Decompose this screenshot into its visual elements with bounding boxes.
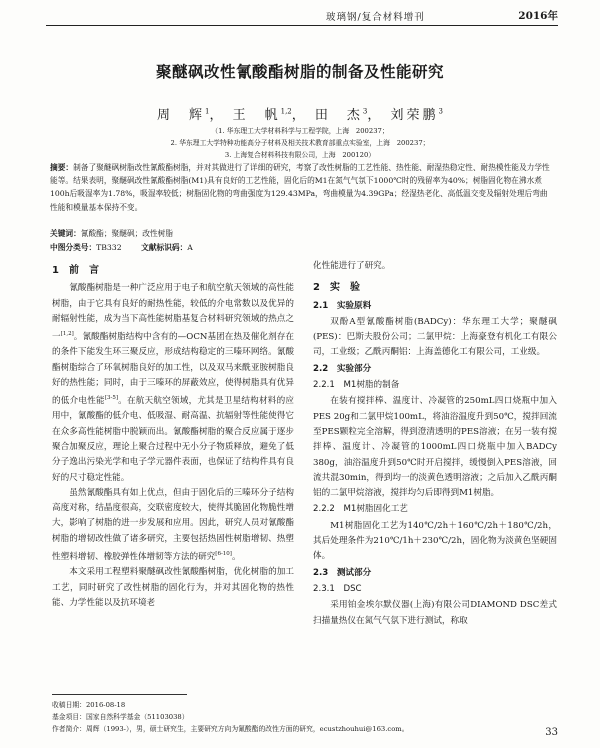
subsubsection-heading: 2.2.1 M1树脂的制备 bbox=[313, 380, 400, 391]
doc-code: A bbox=[187, 243, 193, 252]
body-paragraph: 双酚A型氰酸酯树脂(BADCy)：华东理工大学；聚醚砜(PES)：巴斯夫股份公司；二氯甲烷：上海豪登有机化工有限公司，工业级；乙酰丙酮铝：上海盖德化工有限公司，工业级。 bbox=[313, 316, 557, 358]
clc-code: TB332 bbox=[96, 243, 122, 252]
section-heading: 1 前 言 bbox=[52, 265, 99, 276]
paper-title: 聚醚砜改性氰酸酯树脂的制备及性能研究 bbox=[155, 63, 444, 81]
author-name: 周 辉 bbox=[156, 108, 205, 123]
subsection-heading: 2.1 实验原料 bbox=[313, 300, 372, 311]
page-number: 33 bbox=[545, 727, 558, 738]
body-paragraph: 氰酸酯树脂是一种广泛应用于电子和航空航天领域的高性能树脂，由于它具有良好的耐热性能，较低的介电常数以及优异的耐辐射性能，成为当下高性能树脂基复合材料研究领域的热点之一[1,2]。氰酸酯树脂结构中含有的—OCN基团在热及催化剂存在的条件下能发生环三聚反应，形成结构稳定的三嗪环网络。氰酸酯树脂综合了环氧树脂良好的加工性，以及双马来酰亚胺树脂良好的热性能；同时，由于三嗪环的屏蔽效应，使得树脂具有优异的低介电性能[3-5]。在航天航空领域，尤其是卫星结构材料的应用中，氰酸酯的低介电、低吸湿、耐高温、抗辐射等性能使得它在众多高性能树脂中脱颖而出。氰酸酯树脂的聚合反应属于逐步聚合加聚反应，理论上聚合过程中无小分子物质释放，避免了低分子逸出污染光学和电子学元器件表面，也保证了结构件具有良好的尺寸稳定性能。 bbox=[52, 283, 294, 483]
author-name: 刘荣鹏 bbox=[390, 108, 439, 123]
abstract bbox=[50, 161, 555, 214]
affiliation: 2. 华东理工大学特种功能高分子材料及相关技术教育部重点实验室，上海 200237； bbox=[170, 139, 430, 147]
keywords-text: 氰酸酯；聚醚砜；改性树脂 bbox=[80, 229, 174, 238]
keywords-label: 关键词： bbox=[50, 229, 81, 238]
running-header bbox=[46, 8, 558, 24]
abstract-text: 制备了聚醚砜树脂改性氰酸酯树脂，并对其做进行了详细的研究，考察了改性树脂的工艺性能、热性能、耐湿热稳定性、耐热模性能及力学性能等。结果表明，聚醚砜改性氰酸酯树脂(M1)具有良好的工艺性能，固化后的M1在氮气气氛下1000℃时的残留率为40%；树脂固化物在沸水煮100h后吸湿率为1.78%，吸湿率较低；树脂固化物的弯曲强度为129.43MPa，弯曲模量为4.39GPa；经湿热老化、高低温交变及辐射处理后弯曲性能和模量基本保持不变。 bbox=[50, 163, 550, 212]
footnote: 收稿日期：2016-08-18 bbox=[52, 701, 126, 709]
section-heading: 2 实 验 bbox=[313, 282, 360, 294]
author-name: 田 杰 bbox=[314, 108, 363, 123]
footnote: 基金项目：国家自然科学基金（51103038） bbox=[52, 713, 189, 721]
body-paragraph: M1树脂固化工艺为140℃/2h＋160℃/2h＋180℃/2h，其后处理条件为210℃/1h＋230℃/2h，固化物为淡黄色坚硬固体。 bbox=[313, 520, 557, 562]
journal-year: 2016年 bbox=[518, 10, 558, 22]
clc-label: 中图分类号： bbox=[50, 243, 97, 252]
body-paragraph: 化性能进行了研究。 bbox=[313, 261, 391, 271]
author-affil-mark: 3 bbox=[438, 107, 444, 116]
body-paragraph: 本文采用工程塑料聚醚砜改性氰酸酯树脂，优化树脂的加工工艺，同时研究了改性树脂的固化行为，并对其固化物的热性能、力学性能以及抗环境老 bbox=[52, 567, 294, 608]
keywords bbox=[50, 228, 173, 239]
footnote: 作者简介：周辉（1993-），男，硕士研究生，主要研究方向为氰酸酯的改性方面的研究，ecustzhouhui@163.com。 bbox=[52, 725, 409, 733]
classification bbox=[50, 242, 193, 253]
footnote-rule bbox=[52, 694, 187, 695]
right-column bbox=[313, 259, 557, 629]
subsection-heading: 2.2 实验部分 bbox=[313, 363, 372, 374]
affiliation: （1. 华东理工大学材料科学与工程学院，上海 200237； bbox=[211, 127, 389, 135]
author-name: 王 帆 bbox=[232, 108, 281, 123]
doc-code-label: 文献标识码： bbox=[141, 243, 188, 252]
abstract-label: 摘要： bbox=[50, 163, 74, 172]
author-affil-mark: 3 bbox=[362, 107, 368, 116]
header-rule bbox=[46, 25, 558, 26]
body-paragraph: 在装有搅拌棒、温度计、冷凝管的250mL四口烧瓶中加入PES 20g和二氯甲烷100mL，将油浴温度升到50℃，搅拌回流至PES颗粒完全溶解，得到澄清透明的PES溶液；在另一装有搅拌棒、温度计、冷凝管的1000mL四口烧瓶中加入BADCy 380g，油浴温度升到50℃时开启搅拌，缓慢倒入PES溶液，回流共混30min，得到均一的淡黄色透明溶液；之后加入乙酰丙酮铝的二氯甲烷溶液，搅拌均匀后即得到M1树脂。 bbox=[313, 396, 557, 499]
subsubsection-heading: 2.2.2 M1树脂固化工艺 bbox=[313, 504, 408, 515]
journal-name: 玻璃钢/复合材料增刊 bbox=[326, 12, 425, 23]
author-list: 周 辉$^1$， 王 帆$^{1,2}$， 田 杰$^3$， 刘荣鹏$^3$ bbox=[156, 107, 444, 123]
affiliation: 3. 上海复合材料科技有限公司，上海 200120） bbox=[224, 151, 376, 159]
subsection-heading: 2.3 测试部分 bbox=[313, 567, 372, 578]
author-affil-mark: 1,2 bbox=[280, 107, 292, 116]
author-affil-mark: 1 bbox=[205, 107, 210, 116]
body-paragraph: 采用铂金埃尔默仪器(上海)有限公司DIAMOND DSC差式扫描量热仪在氮气气氛下进行测试，称取 bbox=[313, 600, 557, 626]
body-paragraph: 虽然氰酸酯具有如上优点，但由于固化后的三嗪环分子结构高度对称，结晶度很高，交联密度较大，使得其脆固化物脆性增大，影响了树脂的进一步发展和应用。因此，研究人员对氰酸酯树脂的增韧改性做了诸多研究，主要包括热固性树脂增韧、热塑性塑料增韧、橡胶弹性体增韧等方法的研究[6-10]。 bbox=[52, 487, 294, 562]
left-column bbox=[52, 259, 294, 611]
subsubsection-heading: 2.3.1 DSC bbox=[313, 583, 362, 594]
